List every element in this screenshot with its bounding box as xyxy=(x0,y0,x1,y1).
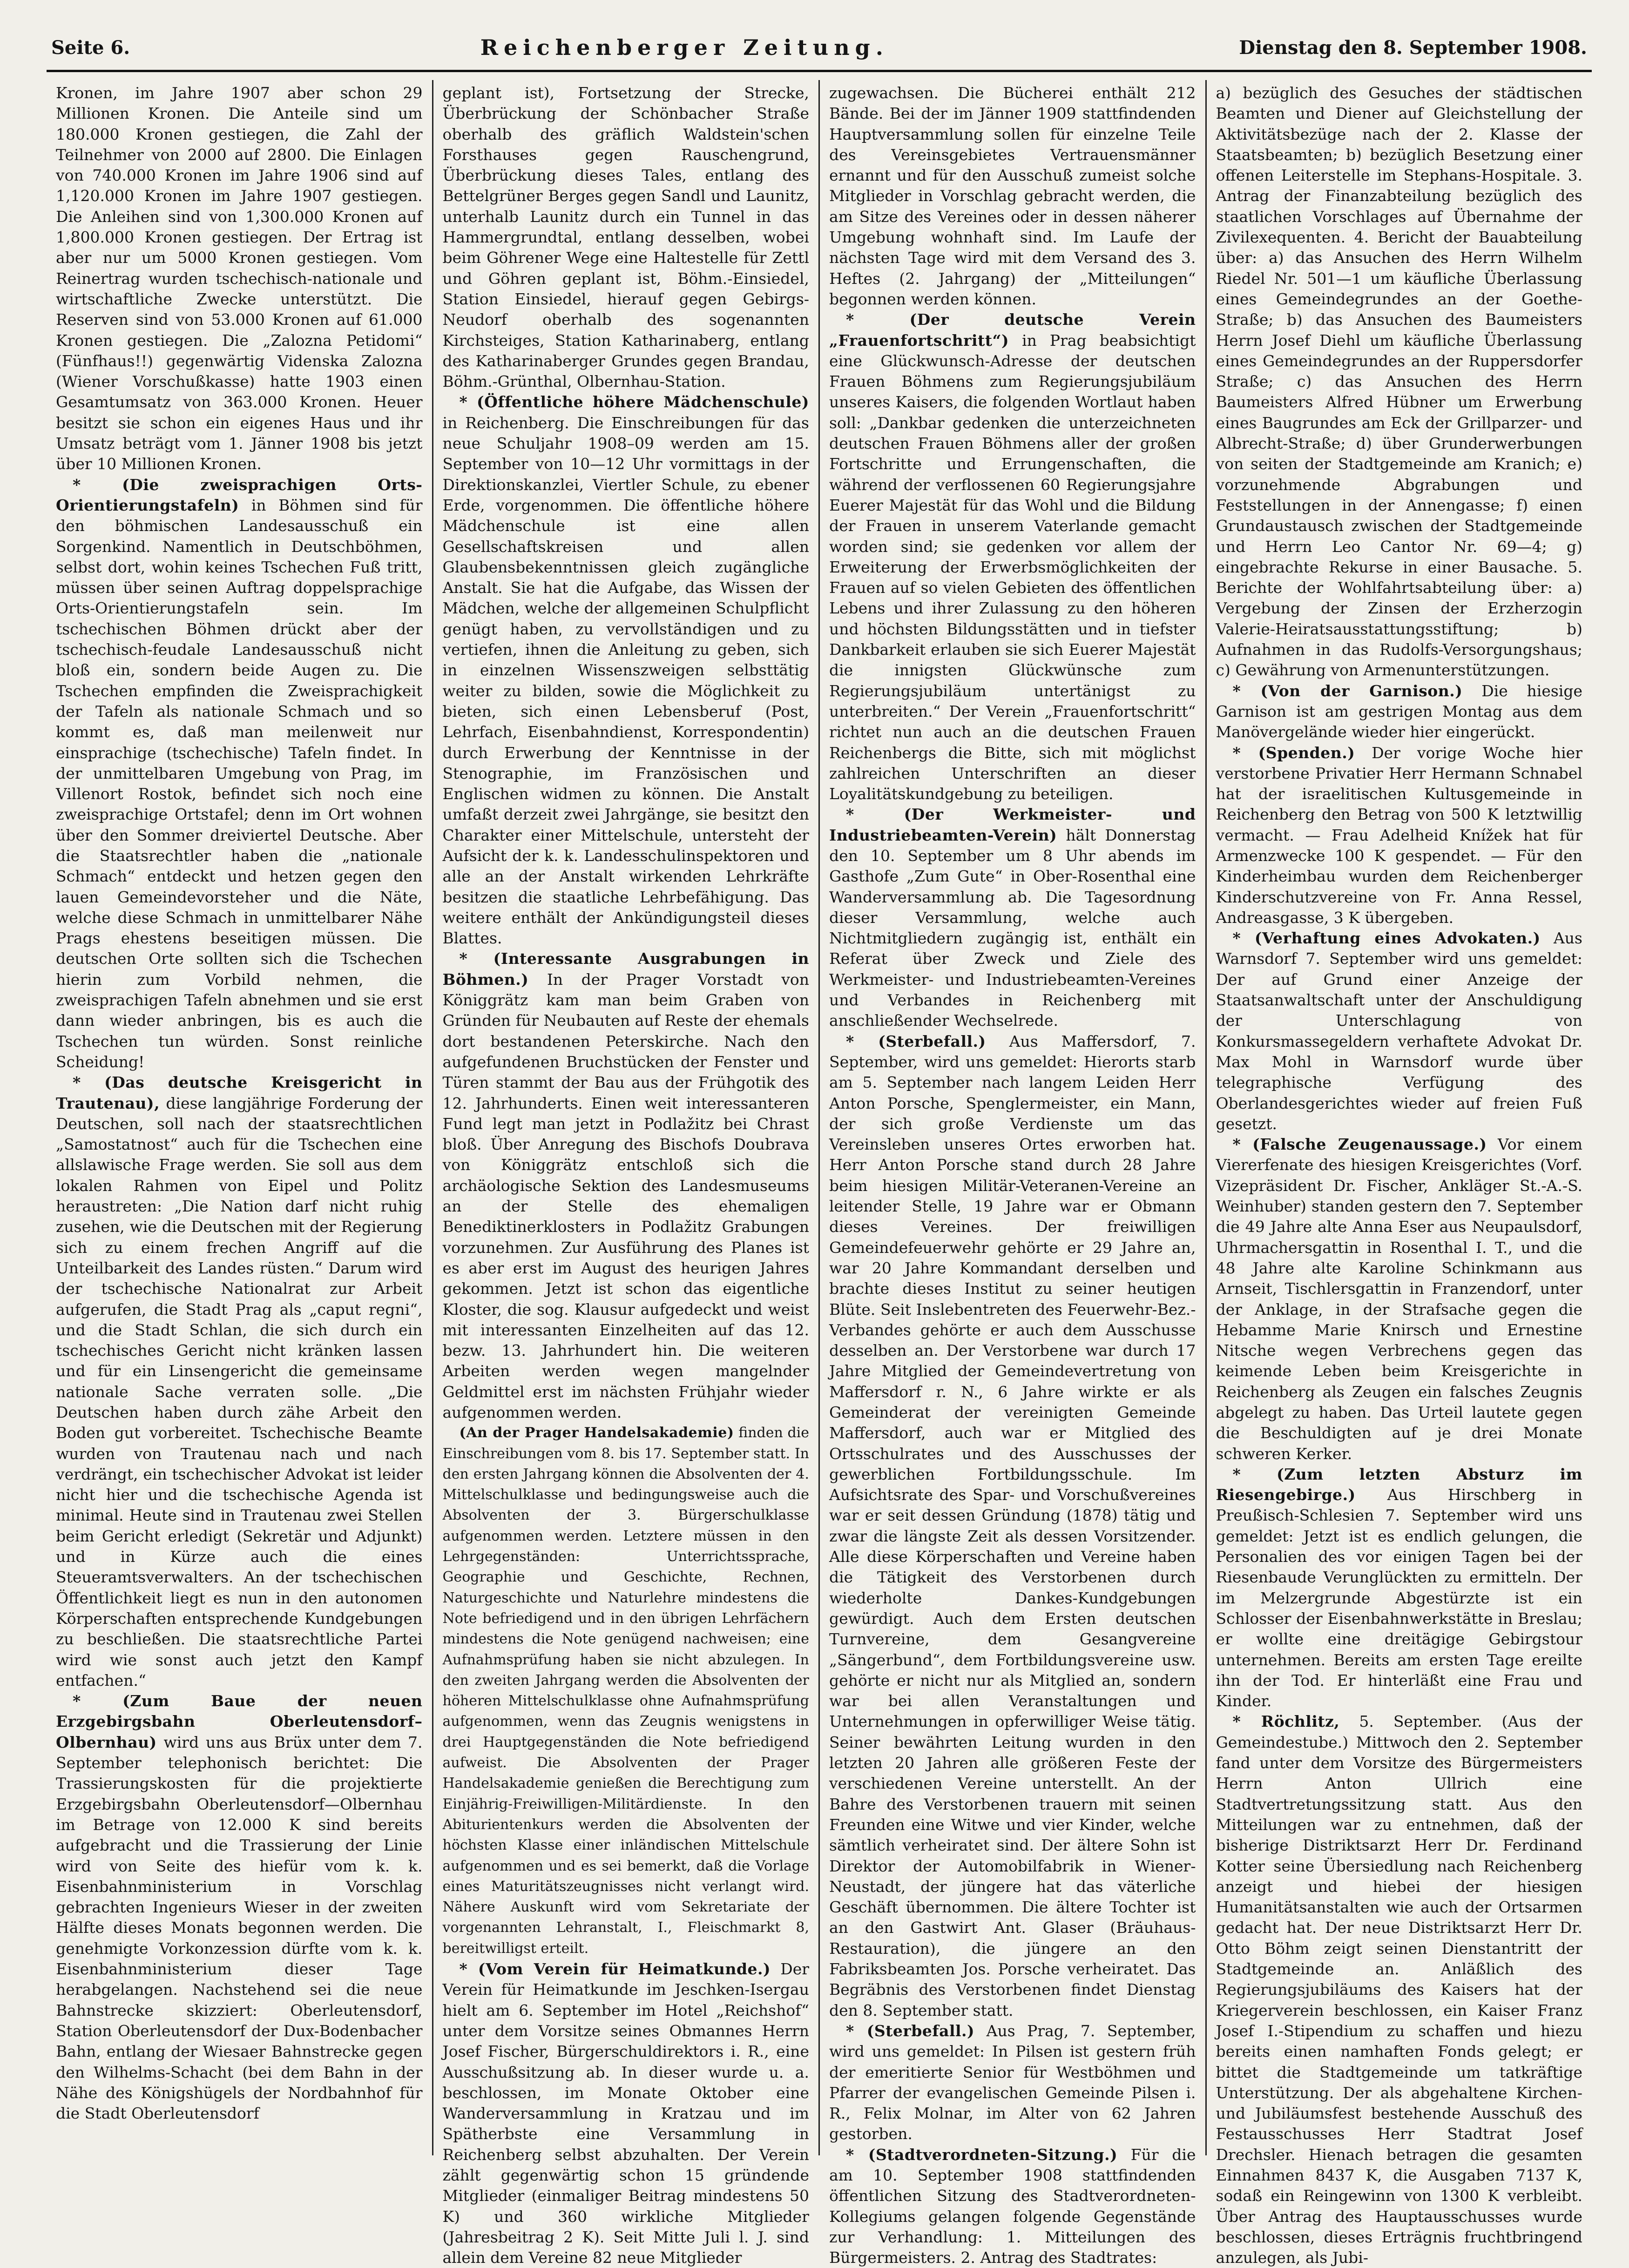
article-paragraph xyxy=(829,804,1196,1031)
article-body: Für die am 10. September 1908 stattfindenden öffentlichen Sitzung des Stadtverordneten-Kollegiums gelangen folgende Gegenstände zur Verhandlung: 1. Mitteilungen des Bürgermeisters. 2. Antrag des Stadtrates: xyxy=(829,2145,1196,2267)
article-paragraph xyxy=(1216,743,1583,929)
article-heading: * (Der Werkmeister- und Industriebeamten-Verein) xyxy=(829,805,1196,844)
article-heading: * (Vom Verein für Heimatkunde.) xyxy=(459,1960,771,1979)
article-body: Aus Hirschberg in Preußisch-Schlesien 7. September wird uns gemeldet: Jetzt ist es endlich gelungen, die Personalien des vor einigen Tagen bei der Riesenbaude Verunglückten zu ermitteln. Der im Melzergrunde Abgestürzte ist ein Schlosser der Eisenbahnwerkstätte in Breslau; er wollte eine dreitägige Gebirgstour unternehmen. Bereits am ersten Tage ereilte ihn der Tod. Er hinterläßt eine Frau und Kinder. xyxy=(1216,1486,1582,1710)
article-body: hält Donnerstag den 10. September um 8 Uhr abends im Gasthofe „Zum Gute“ in Ober-Rosenthal eine Wanderversammlung ab. Die Tagesordnung dieser Versammlung, welche auch Nichtmitgliedern zugängig ist, enthält ein Referat über Zweck und Ziele des Werkmeister- und Industriebeamten-Vereines und Verbandes in Reichenberg mit anschließender Wechselrede. xyxy=(829,826,1196,1030)
article-body: 5. September. (Aus der Gemeindestube.) Mittwoch den 2. September fand unter dem Vorsitze des Bürgermeisters Herrn Anton Ullrich eine Stadtvertretungssitzung statt. Aus den Mitteilungen war zu entnehmen, daß der bisherige Distriktsarzt Herr Dr. Ferdinand Kotter seine Übersiedlung nach Reichenberg anzeigt und hiebei der hiesigen Humanitätsanstalten wie auch der Ortsarmen gedacht hat. Der neue Distriktsarzt Herr Dr. Otto Böhm zeigt seinen Dienstantritt der Stadtgemeinde an. Anläßlich des Regierungsjubiläums des Kaisers hat der Kriegerverein beschlossen, ein Kaiser Franz Josef I.-Stipendium zu schaffen und hiezu bereits einen namhaften Fonds gelegt; er bittet die Stadtgemeinde um tatkräftige Unterstützung. Der als abgehaltene Kirchen- und Jubiläumsfest bestehende Ausschuß des Festausschusses Herr Stadtrat Josef Drechsler. Hienach betragen die gesamten Einnahmen 8437 K, die Ausgaben 7137 K, sodaß ein Reingewinn von 1300 K verbleibt. Über Antrag des Hauptausschusses wurde beschlossen, dieses Erträgnis fruchtbringend anzulegen, als Jubi- xyxy=(1216,1712,1582,2267)
article-paragraph xyxy=(1216,681,1583,743)
article-body: Der Verein für Heimatkunde im Jeschken-Isergau hielt am 6. September im Hotel „Reichshof“ unter dem Vorsitze seines Obmannes Herrn Josef Fischer, Bürgerschuldirektors i. R., eine Ausschußsitzung ab. In dieser wurde u. a. beschlossen, im Monate Oktober eine Wanderversammlung in Kratzau und im Spätherbste eine Versammlung in Reichenberg selbst abzuhalten. Der Verein zählt gegenwärtig schon 15 gründende Mitglieder (einmaliger Beitrag mindestens 50 K) und 360 wirkliche Mitglieder (Jahresbeitrag 2 K). Seit Mitte Juli l. J. sind allein dem Vereine 82 neue Mitglieder xyxy=(442,1960,809,2267)
article-heading: * (Die zweisprachigen Orts-Orientierungstafeln) xyxy=(56,475,423,514)
column-4 xyxy=(1207,80,1592,2267)
article-heading: * (Öffentliche höhere Mädchenschule) xyxy=(459,393,809,411)
text-columns xyxy=(47,80,1592,2267)
article-heading: * (Zum Baue der neuen Erzgebirgsbahn Oberleutensdorf–Olbernhau) xyxy=(56,1692,423,1751)
article-heading: * (Sterbefall.) xyxy=(846,2021,975,2040)
article-heading: * Röchlitz, xyxy=(1232,1712,1340,1731)
article-paragraph xyxy=(56,1072,423,1691)
article-body: Vor einem Viererfenate des hiesigen Kreisgerichtes (Vorf. Vizepräsident Dr. Fischer, Ankläger St.-A.-S. Weinhuber) standen gestern den 7. September die 49 Jahre alte Anna Eser aus Neupaulsdorf, Uhrmachersgattin in Rosenthal I. T., und die 48 Jahre alte Karoline Schinkmann aus Arnseit, Tischlersgattin in Franzendorf, unter der Anklage, in der Strafsache gegen die Hebamme Marie Knirsch und Ernestine Nitsche wegen Verbrechens gegen das keimende Leben beim Kreisgerichte in Reichenberg als Zeugen ein falsches Zeugnis abgelegt zu haben. Das Urteil lautete gegen die Beschuldigten auf je drei Monate schweren Kerker. xyxy=(1216,1135,1582,1463)
article-heading: * (Spenden.) xyxy=(1232,743,1355,762)
article-body: wird uns aus Brüx unter dem 7. September telephonisch berichtet: Die Trassierungskosten für die projektierte Erzgebirgsbahn Oberleutensdorf—Olbernhau im Betrage von 12.000 K sind bereits aufgebracht und die Trassierung der Linie wird von Seite des hiefür vom k. k. Eisenbahnministerium in Vorschlag gebrachten Ingenieurs Wieser in der zweiten Hälfte dieses Monats begonnen werden. Die genehmigte Vorkonzession dürfte vom k. k. Eisenbahnministerium dieser Tage herabgelangen. Nachstehend sei die neue Bahnstrecke skizziert: Oberleutensdorf, Station Oberleutensdorf der Dux-Bodenbacher Bahn, entlang der Wiesaer Bahnstrecke gegen den Wilhelms-Schacht (bei dem Bahn in der Nähe des Königshügels der Nordbahnhof für die Stadt Oberleutensdorf xyxy=(56,1733,423,2123)
article-paragraph xyxy=(829,2021,1196,2145)
article-paragraph xyxy=(1216,1464,1583,1712)
article-paragraph xyxy=(56,83,423,475)
article-paragraph xyxy=(443,1423,810,1959)
article-heading: * (Das deutsche Kreisgericht in Trautenau), xyxy=(56,1073,423,1112)
article-body: zugewachsen. Die Bücherei enthält 212 Bände. Bei der im Jänner 1909 stattfindenden Hauptversammlung sollen für einzelne Teile des Vereinsgebietes Vertrauensmänner ernannt und für den Ausschuß zumeist solche Mitglieder in Vorschlag gebracht werden, die am Sitze des Vereines oder in dessen näherer Umgebung wohnhaft sind. Im Laufe der nächsten Tage wird mit dem Versand des 3. Heftes (2. Jahrgang) der „Mitteilungen“ begonnen werden können. xyxy=(829,84,1196,308)
article-body: Aus Maffersdorf, 7. September, wird uns gemeldet: Hierorts starb am 5. September nach langem Leiden Herr Anton Porsche, Spenglermeister, ein Mann, der sich große Verdienste um das Vereinsleben unseres Ortes erworben hat. Herr Anton Porsche stand durch 28 Jahre beim hiesigen Militär-Veteranen-Vereine an leitender Stelle, 19 Jahre war er Obmann dieses Vereines. Der freiwilligen Gemeindefeuerwehr gehörte er 29 Jahre an, war 20 Jahre Kommandant derselben und brachte dieses Institut zu seiner heutigen Blüte. Seit Inslebentreten des Feuerwehr-Bez.-Verbandes gehörte er auch dem Ausschusse desselben an. Der Verstorbene war durch 17 Jahre Mitglied der Gemeindevertretung von Maffersdorf r. N., 6 Jahre wirkte er als Gemeinderat der vereinigten Gemeinde Maffersdorf, auch war er Mitglied des Ortsschulrates und des Ausschusses der gewerblichen Fortbildungsschule. Im Aufsichtsrate des Spar- und Vorschußvereines war er seit dessen Gründung (1878) tätig und zwar die längste Zeit als dessen Vorsitzender. Alle diese Körperschaften und Vereine haben die Tätigkeit des Verstorbenen durch wiederholte Dankes-Kundgebungen gewürdigt. Auch dem Ersten deutschen Turnvereine, dem Gesangvereine „Sängerbund“, dem Fortbildungsvereine usw. gehörte er nicht nur als Mitglied an, sondern war bei allen Veranstaltungen und Unternehmungen in opferwilliger Weise tätig. Seiner bewährten Leitung wurden in den letzten 20 Jahren alle größeren Feste der verschiedenen Vereine unterstellt. An der Bahre des Verstorbenen trauern mit seinen Freunden eine Witwe und vier Kinder, welche sämtlich verheiratet sind. Der ältere Sohn ist Direktor der Automobilfabrik in Wiener-Neustadt, der jüngere hat das väterliche Geschäft übernommen. Die ältere Tochter ist an den Gastwirt Ant. Glaser (Bräuhaus-Restauration), die jüngere an den Fabriksbeamten Jos. Porsche verheiratet. Das Begräbnis des Verstorbenen findet Dienstag den 8. September statt. xyxy=(829,1032,1196,2019)
issue-date: Dienstag den 8. September 1908. xyxy=(1239,36,1587,59)
article-heading: * (Von der Garnison.) xyxy=(1232,681,1463,700)
column-1 xyxy=(47,80,433,2155)
article-paragraph xyxy=(443,83,810,392)
article-body: Der vorige Woche hier verstorbene Privatier Herr Hermann Schnabel hat der israelitischen Kultusgemeinde in Reichenberg den Betrag von 500 K letztwillig vermacht. — Frau Adelheid Knížek hat für Armenzwecke 100 K gespendet. — Für den Kinderheimbau wurden dem Reichenberger Kinderschutzvereine von Fr. Anna Ressel, Andreasgasse, 3 K übergeben. xyxy=(1216,743,1582,927)
article-heading: * (Falsche Zeugenaussage.) xyxy=(1232,1135,1487,1154)
article-heading: * (Verhaftung eines Advokaten.) xyxy=(1232,929,1541,948)
article-heading: * (Sterbefall.) xyxy=(846,1032,986,1050)
article-body: Kronen, im Jahre 1907 aber schon 29 Millionen Kronen. Die Anteile sind um 180.000 Kronen gestiegen, die Zahl der Teilnehmer von 2000 auf 2800. Die Einlagen von 740.000 Kronen im Jahre 1906 sind auf 1,120.000 Kronen im Jahre 1907 gestiegen. Die Anleihen sind von 1,300.000 Kronen auf 1,800.000 Kronen gestiegen. Der Ertrag ist aber nur um 5000 Kronen gestiegen. Vom Reinertrag wurden tschechisch-nationale und wirtschaftliche Zwecke unterstützt. Die Reserven sind von 53.000 Kronen auf 61.000 Kronen gestiegen. Die „Zalozna Petidomi“ (Fünfhaus!!) gegenwärtig Videnska Zalozna (Wiener Vorschußkasse) hatte 1903 einen Gesamtumsatz von 363.000 Kronen. Heuer besitzt sie schon ein eigenes Haus und ihr Umsatz beträgt vom 1. Jänner 1908 bis jetzt über 10 Millionen Kronen. xyxy=(56,84,423,473)
article-body: geplant ist), Fortsetzung der Strecke, Überbrückung der Schönbacher Straße oberhalb des gräflich Waldstein'schen Forsthauses gegen Rauschengrund, Überbrückung dieses Tales, entlang des Bettelgrüner Berges gegen Sandl und Launitz, unterhalb Launitz durch ein Tunnel in das Hammergrundtal, entlang desselben, wobei beim Göhrener Wege eine Haltestelle für Zettl und Göhren geplant ist, Böhm.-Einsiedel, Station Einsiedel, hierauf gegen Gebirgs-Neudorf oberhalb des sogenannten Kirchsteiges, Station Katharinaberg, entlang des Katharinaberger Grundes gegen Brandau, Böhm.-Grünthal, Olbernhau-Station. xyxy=(442,84,809,391)
article-paragraph xyxy=(829,1031,1196,2021)
column-2 xyxy=(433,80,820,2267)
article-paragraph xyxy=(56,475,423,1073)
article-body: diese langjährige Forderung der Deutschen, soll nach der staatsrechtlichen „Samostatnost“ auch für die Tschechen eine allslawische Frage werden. Sie soll aus dem lokalen Rahmen von Eipel und Politz heraustreten: „Die Nation darf nicht ruhig zusehen, wie die Deutschen mit der Regierung sich zu einem frechen Angriff auf die Unteilbarkeit des Landes rüsten.“ Darum wird der tschechische Nationalrat zur Arbeit aufgerufen, die Stadt Prag als „caput regni“, und die Stadt Schlan, die sich durch ein tschechisches Gericht nicht kränken lassen und für ein Linsengericht die gemeinsame nationale Sache verraten solle. „Die Deutschen haben durch zähe Arbeit den Boden gut vorbereitet. Tschechische Beamte wurden von Trautenau nach und nach verdrängt, ein tschechischer Advokat ist leider nicht hier und die tschechische Agenda ist minimal. Heute sind in Trautenau zwei Stellen beim Gericht erledigt (Sekretär und Adjunkt) und in Kürze auch die eines Steueramtsverwalters. An der tschechischen Öffentlichkeit liegt es nun in den autonomen Körperschaften entsprechende Kundgebungen zu beschließen. Die staatsrechtliche Partei wird wie sonst auch jetzt den Kampf entfachen.“ xyxy=(56,1094,423,1689)
article-paragraph xyxy=(829,83,1196,310)
article-paragraph xyxy=(56,1691,423,2124)
header-rule xyxy=(47,70,1592,72)
page-header xyxy=(51,29,1587,66)
article-paragraph xyxy=(1216,1134,1583,1464)
article-body: In der Prager Vorstadt von Königgrätz kam man beim Graben von Gründen für Neubauten auf Reste der ehemals dort bestandenen Peterskirche. Nach den aufgefundenen Bruchstücken der Fenster und Türen stammt der Bau aus der Frühgotik des 12. Jahrhunderts. Einen weit interessanteren Fund legt man jetzt in Podlažitz bei Chrast bloß. Über Anregung des Bischofs Doubrava von Königgrätz entschloß sich die archäologische Sektion des Landesmuseums an der Stelle des ehemaligen Benediktinerklosters in Podlažitz Grabungen vorzunehmen. Zur Ausführung des Planes ist es aber erst im August des heurigen Jahres gekommen. Jetzt ist schon das eigentliche Kloster, die sog. Klausur aufgedeckt und weist mit interessanten Einzelheiten auf das 12. bezw. 13. Jahrhundert hin. Die weiteren Arbeiten werden wegen mangelnder Geldmittel erst im nächsten Frühjahr wieder aufgenommen werden. xyxy=(442,970,809,1421)
article-heading: * (Interessante Ausgrabungen in Böhmen.) xyxy=(442,949,809,989)
article-body: a) bezüglich des Gesuches der städtischen Beamten und Diener auf Gleichstellung der Aktivitätsbezüge nach der 2. Klasse der Staatsbeamten; b) bezüglich Besetzung einer offenen Leiterstelle im Stephans-Hospitale. 3. Antrag der Finanzabteilung bezüglich des staatlichen Vorschlages auf Übernahme der Zivilexequenten. 4. Bericht der Bauabteilung über: a) das Ansuchen des Herrn Wilhelm Riedel Nr. 501—1 um käufliche Überlassung eines Gemeindegrundes an der Goethe-Straße; b) das Ansuchen des Baumeisters Herrn Josef Diehl um käufliche Überlassung eines Gemeindegrundes an der Ruppersdorfer Straße; c) das Ansuchen des Herrn Baumeisters Alfred Hübner um Erwerbung eines Baugrundes am Eck der Grillparzer- und Albrecht-Straße; d) über Grunderwerbungen von seiten der Stadtgemeinde am Kranich; e) vorzunehmende Abgrabungen und Feststellungen in der Annengasse; f) einen Grundaustausch zwischen der Stadtgemeinde und Herrn Leo Cantor Nr. 69—4; g) eingebrachte Rekurse in einer Bausache. 5. Berichte der Wohlfahrtsabteilung über: a) Vergebung der Zinsen der Erzherzogin Valerie-Heiratsausstattungsstiftung; b) Aufnahmen in das Rudolfs-Versorgungshaus; c) Gewährung von Armenunterstützungen. xyxy=(1216,84,1582,680)
article-body: finden die Einschreibungen vom 8. bis 17. September statt. In den ersten Jahrgang können die Absolventen der 4. Mittelschulklasse und bedingungsweise auch die Absolventen der 3. Bürgerschulklasse aufgenommen werden. Letztere müssen in den Lehrgegenständen: Unterrichtssprache, Geographie und Geschichte, Rechnen, Naturgeschichte und Naturlehre mindestens die Note befriedigend und in den übrigen Lehrfächern mindestens die Note genügend nachweisen; eine Aufnahmsprüfung haben sie nicht abzulegen. In den zweiten Jahrgang werden die Absolventen der höheren Mittelschulklasse ohne Aufnahmsprüfung aufgenommen, wenn das Zeugnis wenigstens in drei Hauptgegenständen die Note befriedigend aufweist. Die Absolventen der Prager Handelsakademie genießen die Berechtigung zum Einjährig-Freiwilligen-Militärdienste. In den Abiturientenkurs werden die Absolventen der höchsten Klasse einer inländischen Mittelschule aufgenommen und es sei bemerkt, daß die Vorlage eines Maturitätszeugnisses nicht verlangt wird. Nähere Auskunft wird vom Sekretariate der vorgenannten Lehranstalt, I., Fleischmarkt 8, bereitwilligst erteilt. xyxy=(442,1425,810,1957)
article-paragraph xyxy=(1216,83,1583,681)
article-paragraph xyxy=(443,392,810,949)
article-paragraph xyxy=(829,310,1196,804)
article-body: in Böhmen sind für den böhmischen Landesausschuß ein Sorgenkind. Namentlich in Deutschböhmen, selbst dort, wohin keines Tschechen Fuß tritt, müssen über seinen Auftrag doppelsprachige Orts-Orientierungstafeln sein. Im tschechischen Böhmen drückt aber der tschechisch-feudale Landesausschuß nicht bloß ein, sondern beide Augen zu. Die Tschechen empfinden die Zweisprachigkeit der Tafeln als nationale Schmach und so kommt es, daß man meilenweit nur einsprachige (tschechische) Tafeln findet. In der unmittelbaren Umgebung von Prag, im Villenort Rostok, befindet sich noch eine zweisprachige Ortstafel; denn im Ort wohnen über den Sommer dreiviertel Deutsche. Aber die Staatsrechtler haben die „nationale Schmach“ entdeckt und hetzen gegen den lauen Gemeindevorsteher und die Näte, welche diese Schmach in unmittelbarer Nähe Prags ehestens beseitigen müssen. Die deutschen Orte sollten sich die Tschechen hierin zum Vorbild nehmen, die zweisprachigen Tafeln abnehmen und sie erst dann wieder anbringen, bis es auch die Tschechen tun würden. Sonst reinliche Scheidung! xyxy=(56,496,423,1071)
article-paragraph xyxy=(443,1959,810,2268)
masthead-title: Reichenberger Zeitung. xyxy=(480,35,889,60)
article-body: Aus Prag, 7. September, wird uns gemeldet: In Pilsen ist gestern früh der emeritierte Senior für Westböhmen und Pfarrer der evangelischen Gemeinde Pilsen i. R., Felix Molnar, im Alter von 62 Jahren gestorben. xyxy=(829,2021,1196,2143)
page-number: Seite 6. xyxy=(51,36,130,59)
article-paragraph xyxy=(1216,1711,1583,2268)
article-heading: (An der Prager Handelsakademie) xyxy=(459,1425,734,1441)
article-paragraph xyxy=(829,2145,1196,2268)
article-heading: * (Der deutsche Verein „Frauenfortschritt“) xyxy=(829,310,1196,350)
article-body: Die hiesige Garnison ist am gestrigen Montag aus dem Manövergelände wieder hier eingerückt. xyxy=(1216,681,1582,741)
article-body: in Prag beabsichtigt eine Glückwunsch-Adresse der deutschen Frauen Böhmens zum Regierungsjubiläum unseres Kaisers, die folgenden Wortlaut haben soll: „Dankbar gedenken die unterzeichneten deutschen Frauen Böhmens aller der großen Fortschritte und Errungenschaften, die während der verflossenen 60 Regierungsjahre Euerer Majestät für das Wohl und die Bildung der Frauen in unserem Vaterlande gemacht worden sind; sie gedenken vor allem der Erweiterung der Erwerbsmöglichkeiten der Frauen auf so vielen Gebieten des öffentlichen Lebens und ihrer Zulassung zu den höheren und höchsten Bildungsstätten und in tiefster Dankbarkeit erlauben sie sich Euerer Majestät die innigsten Glückwünsche zum Regierungsjubiläum untertänigst zu unterbreiten.“ Der Verein „Frauenfortschritt“ richtet nun auch an die deutschen Frauen Reichenbergs die Bitte, sich mit möglichst zahlreichen Unterschriften an dieser Loyalitätskundgebung zu beteiligen. xyxy=(829,331,1196,803)
article-paragraph xyxy=(1216,928,1583,1134)
article-heading: * (Zum letzten Absturz im Riesengebirge.) xyxy=(1216,1465,1582,1504)
article-paragraph xyxy=(443,949,810,1423)
column-3 xyxy=(820,80,1207,2267)
article-heading: * (Stadtverordneten-Sitzung.) xyxy=(846,2145,1118,2164)
article-body: Aus Warnsdorf 7. September wird uns gemeldet: Der auf Grund einer Anzeige der Staatsanwaltschaft unter der Anschuldigung der Unterschlagung von Konkursmassegeldern verhaftete Advokat Dr. Max Mohl in Warnsdorf wurde über telegraphische Verfügung des Oberlandesgerichtes wieder auf freien Fuß gesetzt. xyxy=(1216,929,1582,1133)
article-body: in Reichenberg. Die Einschreibungen für das neue Schuljahr 1908–09 werden am 15. September von 10—12 Uhr vormittags in der Direktionskanzlei, Viertler Schule, zu ebener Erde, vorgenommen. Die öffentliche höhere Mädchenschule ist eine allen Gesellschaftskreisen und allen Glaubensbekenntnissen gleich zugängliche Anstalt. Sie hat die Aufgabe, das Wissen der Mädchen, welche der allgemeinen Schulpflicht genügt haben, zu vervollständigen und zu vertiefen, ihnen die Anleitung zu geben, sich in einzelnen Wissenszweigen selbsttätig weiter zu bilden, sowie die Möglichkeit zu bieten, sich einen Lebensberuf (Post, Lehrfach, Eisenbahndienst, Korrespondentin) durch Erwerbung der Kenntnisse in der Stenographie, im Französischen und Englischen widmen zu können. Die Anstalt umfaßt derzeit zwei Jahrgänge, sie besitzt den Charakter einer Mittelschule, untersteht der Aufsicht der k. k. Landesschulinspektoren und alle an der Anstalt wirkenden Lehrkräfte besitzen die staatliche Lehrbefähigung. Das weitere enthält der Ankündigungsteil dieses Blattes. xyxy=(442,413,809,948)
